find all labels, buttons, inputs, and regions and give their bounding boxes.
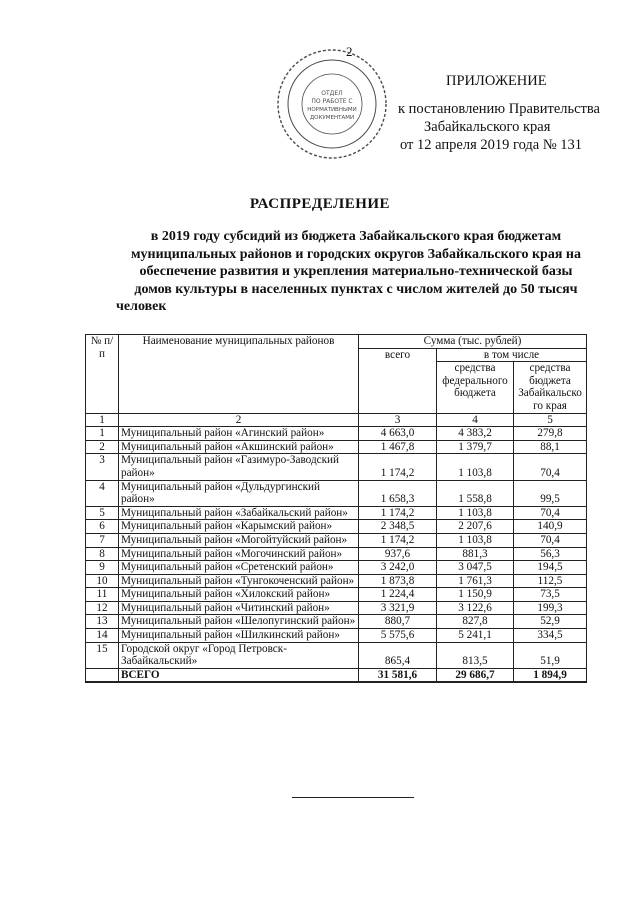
row-regional: 99,5 — [514, 480, 587, 506]
row-name: Муниципальный район «Хилокский район» — [119, 588, 359, 602]
row-regional: 56,3 — [514, 547, 587, 561]
row-federal: 4 383,2 — [437, 427, 514, 441]
row-regional: 51,9 — [514, 642, 587, 668]
table-row — [86, 629, 587, 643]
row-total: 1 224,4 — [359, 588, 437, 602]
col-number-2: 2 — [119, 413, 359, 427]
row-total: 1 467,8 — [359, 440, 437, 454]
row-number: 2 — [86, 440, 119, 454]
row-name: Муниципальный район «Читинский район» — [119, 601, 359, 615]
svg-text:ДОКУМЕНТАМИ: ДОКУМЕНТАМИ — [309, 115, 355, 121]
row-total: 1 873,8 — [359, 574, 437, 588]
row-number: 8 — [86, 547, 119, 561]
table-row — [86, 588, 587, 602]
row-federal: 1 558,8 — [437, 480, 514, 506]
row-federal: 881,3 — [437, 547, 514, 561]
row-number: 3 — [86, 454, 119, 480]
header-regional: средства бюджета Забайкальско го края — [514, 362, 587, 413]
row-total: 2 348,5 — [359, 520, 437, 534]
subtitle-line-4: домов культуры в населенных пунктах с числом жителей до 50 тысяч — [134, 281, 578, 297]
row-federal: 2 207,6 — [437, 520, 514, 534]
table-row — [86, 574, 587, 588]
row-total: 3 321,9 — [359, 601, 437, 615]
row-total: 880,7 — [359, 615, 437, 629]
row-name: Муниципальный район «Сретенский район» — [119, 561, 359, 575]
row-total: 937,6 — [359, 547, 437, 561]
header-federal: средства федерального бюджета — [437, 362, 514, 413]
row-name: Муниципальный район «Карымский район» — [119, 520, 359, 534]
row-name: Муниципальный район «Тунгокоченский район» — [119, 574, 359, 588]
total-sum: 31 581,6 — [359, 668, 437, 682]
official-stamp — [276, 48, 388, 160]
row-regional: 73,5 — [514, 588, 587, 602]
header-sum: Сумма (тыс. рублей) — [359, 335, 587, 349]
appendix-title: ПРИЛОЖЕНИЕ — [446, 73, 547, 89]
row-federal: 1 103,8 — [437, 533, 514, 547]
col-number-4: 4 — [437, 413, 514, 427]
row-name: Муниципальный район «Агинский район» — [119, 427, 359, 441]
col-number-3: 3 — [359, 413, 437, 427]
table-row — [86, 547, 587, 561]
row-number: 15 — [86, 642, 119, 668]
subtitle-line-2: муниципальных районов и городских округов Забайкальского края на — [131, 246, 581, 262]
table-row — [86, 615, 587, 629]
row-number: 14 — [86, 629, 119, 643]
row-number: 1 — [86, 427, 119, 441]
row-total: 1 658,3 — [359, 480, 437, 506]
row-number: 6 — [86, 520, 119, 534]
row-total: 1 174,2 — [359, 533, 437, 547]
row-regional: 52,9 — [514, 615, 587, 629]
subtitle-line-5: человек — [116, 299, 167, 315]
table-row — [86, 427, 587, 441]
row-regional: 70,4 — [514, 506, 587, 520]
table-row — [86, 506, 587, 520]
header-incl: в том числе — [437, 348, 587, 362]
row-name: Муниципальный район «Шилкинский район» — [119, 629, 359, 643]
row-total: 3 242,0 — [359, 561, 437, 575]
row-total: 1 174,2 — [359, 506, 437, 520]
page-number: 2 — [346, 44, 353, 59]
total-label: ВСЕГО — [119, 668, 359, 682]
row-number: 10 — [86, 574, 119, 588]
row-total: 4 663,0 — [359, 427, 437, 441]
row-name: Городской округ «Город Петровск-Забайкальский» — [119, 642, 359, 668]
row-name: Муниципальный район «Газимуро-Заводский район» — [119, 454, 359, 480]
document-subtitle — [112, 228, 600, 316]
row-name: Муниципальный район «Дульдургинский район» — [119, 480, 359, 506]
row-number: 9 — [86, 561, 119, 575]
header-name: Наименование муниципальных районов — [119, 335, 359, 414]
col-number-5: 5 — [514, 413, 587, 427]
row-number: 11 — [86, 588, 119, 602]
appendix-line-2: Забайкальского края — [424, 119, 551, 135]
row-federal: 3 122,6 — [437, 601, 514, 615]
row-name: Муниципальный район «Акшинский район» — [119, 440, 359, 454]
row-name: Муниципальный район «Могойтуйский район» — [119, 533, 359, 547]
row-federal: 1 150,9 — [437, 588, 514, 602]
col-number-1: 1 — [86, 413, 119, 427]
total-row-empty — [86, 668, 119, 682]
row-number: 5 — [86, 506, 119, 520]
table-row — [86, 601, 587, 615]
row-federal: 1 103,8 — [437, 454, 514, 480]
table-row — [86, 440, 587, 454]
table-header-row-1 — [86, 335, 587, 349]
row-regional: 88,1 — [514, 440, 587, 454]
header-num: № п/п — [86, 335, 119, 414]
table-row — [86, 533, 587, 547]
row-federal: 827,8 — [437, 615, 514, 629]
row-federal: 1 103,8 — [437, 506, 514, 520]
document-title: РАСПРЕДЕЛЕНИЕ — [249, 196, 391, 212]
column-numbers-row — [86, 413, 587, 427]
svg-text:ПО РАБОТЕ С: ПО РАБОТЕ С — [311, 98, 353, 105]
row-regional: 70,4 — [514, 454, 587, 480]
row-federal: 1 761,3 — [437, 574, 514, 588]
row-name: Муниципальный район «Забайкальский район» — [119, 506, 359, 520]
row-total: 1 174,2 — [359, 454, 437, 480]
row-number: 12 — [86, 601, 119, 615]
subtitle-line-3: обеспечение развития и укрепления материально-технической базы — [139, 264, 573, 280]
total-federal: 29 686,7 — [437, 668, 514, 682]
table-row — [86, 520, 587, 534]
total-row — [86, 668, 587, 682]
row-number: 7 — [86, 533, 119, 547]
row-federal: 813,5 — [437, 642, 514, 668]
total-regional: 1 894,9 — [514, 668, 587, 682]
row-regional: 112,5 — [514, 574, 587, 588]
table-row — [86, 454, 587, 480]
distribution-table — [85, 334, 587, 683]
row-number: 4 — [86, 480, 119, 506]
row-total: 865,4 — [359, 642, 437, 668]
row-regional: 140,9 — [514, 520, 587, 534]
row-federal: 3 047,5 — [437, 561, 514, 575]
row-federal: 5 241,1 — [437, 629, 514, 643]
subtitle-line-1: в 2019 году субсидий из бюджета Забайкальского края бюджетам — [150, 229, 562, 244]
row-name: Муниципальный район «Могочинский район» — [119, 547, 359, 561]
table-row — [86, 480, 587, 506]
row-federal: 1 379,7 — [437, 440, 514, 454]
row-regional: 194,5 — [514, 561, 587, 575]
row-number: 13 — [86, 615, 119, 629]
row-regional: 334,5 — [514, 629, 587, 643]
footer-rule — [292, 797, 414, 798]
appendix-line-1: к постановлению Правительства — [398, 101, 600, 117]
svg-text:ОТДЕЛ: ОТДЕЛ — [321, 90, 343, 97]
row-regional: 199,3 — [514, 601, 587, 615]
row-total: 5 575,6 — [359, 629, 437, 643]
row-regional: 279,8 — [514, 427, 587, 441]
row-name: Муниципальный район «Шелопугинский район» — [119, 615, 359, 629]
appendix-line-3: от 12 апреля 2019 года № 131 — [400, 137, 583, 153]
header-total: всего — [359, 348, 437, 413]
svg-text:НОРМАТИВНЫМИ: НОРМАТИВНЫМИ — [307, 107, 357, 113]
table-row — [86, 561, 587, 575]
table-row — [86, 642, 587, 668]
row-regional: 70,4 — [514, 533, 587, 547]
